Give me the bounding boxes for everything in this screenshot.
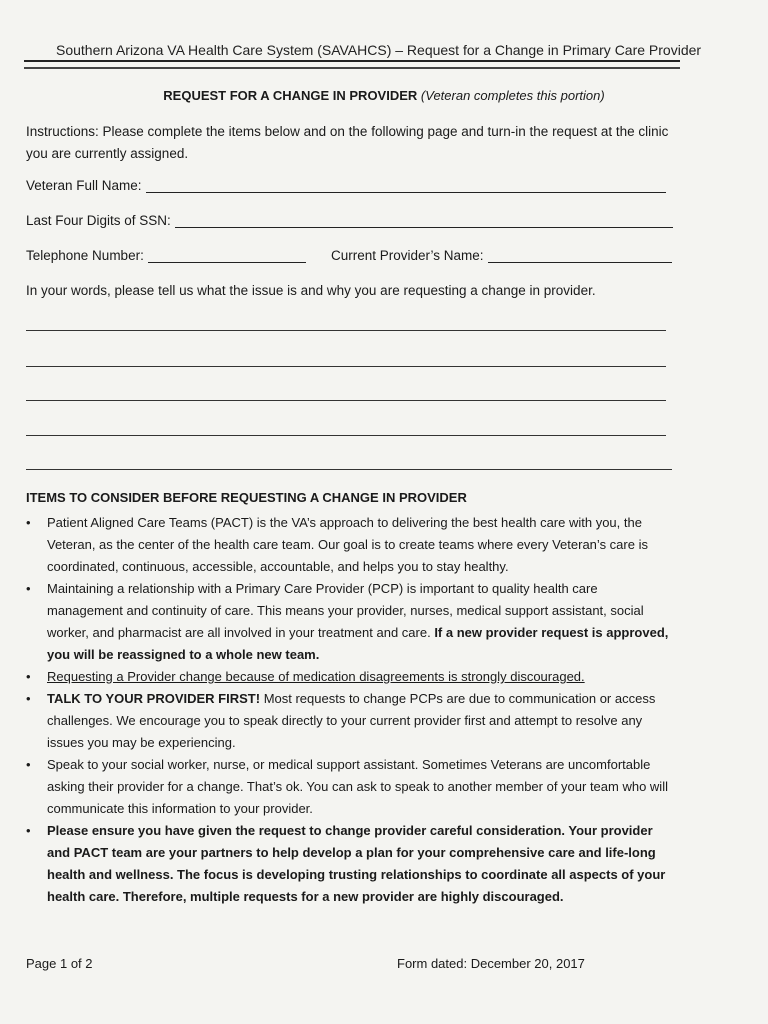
items-section-title: ITEMS TO CONSIDER BEFORE REQUESTING A CHANGE IN PROVIDER xyxy=(26,490,467,505)
list-item xyxy=(26,666,676,688)
list-item xyxy=(26,578,676,666)
ssn-field[interactable] xyxy=(175,213,673,228)
bullet-text: Most requests to change PCPs are due to communication or access challenges. We encourage you to speak directly to your current provider first and attempt to resolve any issues you may be experiencing. xyxy=(47,691,656,750)
page-number: Page 1 of 2 xyxy=(26,956,93,971)
ssn-row xyxy=(26,213,673,228)
issue-line-4[interactable] xyxy=(26,435,666,436)
document-header: Southern Arizona VA Health Care System (SAVAHCS) – Request for a Change in Primary Care Provider xyxy=(56,42,702,58)
form-title-sub: (Veteran completes this portion) xyxy=(420,88,605,103)
form-title xyxy=(0,88,768,103)
header-rule xyxy=(24,60,680,69)
items-list xyxy=(26,512,676,908)
bullet-marker: • xyxy=(26,823,31,838)
list-item xyxy=(26,754,676,820)
bullet-text-underlined: Requesting a Provider change because of medication disagreements is strongly discouraged. xyxy=(47,669,585,684)
bullet-text-bold: Please ensure you have given the request to change provider careful consideration. Your provider and PACT team are your partners to help develop a plan for your comprehensive care and life-long health and wellness. The focus is developing trusting relationships to coordinate all aspects of your health care. Therefore, multiple requests for a new provider are highly discouraged. xyxy=(47,823,666,904)
form-title-main: REQUEST FOR A CHANGE IN PROVIDER xyxy=(163,88,418,103)
form-date: Form dated: December 20, 2017 xyxy=(397,956,585,971)
issue-line-3[interactable] xyxy=(26,400,666,401)
bullet-marker: • xyxy=(26,691,31,706)
veteran-name-label: Veteran Full Name: xyxy=(26,178,142,193)
current-provider-field[interactable] xyxy=(488,248,672,263)
current-provider-row xyxy=(331,248,672,263)
telephone-field[interactable] xyxy=(148,248,306,263)
current-provider-label: Current Provider’s Name: xyxy=(331,248,484,263)
instructions: Instructions: Please complete the items below and on the following page and turn-in the request at the clinic you are currently assigned. xyxy=(26,124,669,161)
issue-line-2[interactable] xyxy=(26,366,666,367)
bullet-text: Speak to your social worker, nurse, or medical support assistant. Sometimes Veterans are uncomfortable asking their provider for a change. That’s ok. You can ask to speak to another member of your team who will communicate this information to your provider. xyxy=(47,757,668,816)
bullet-text: Patient Aligned Care Teams (PACT) is the VA’s approach to delivering the best health care with you, the Veteran, as the center of the health care team. Our goal is to create teams where every Veteran’s care is coordinated, continuous, accessible, accountable, and helps you to stay healthy. xyxy=(47,515,648,574)
bullet-marker: • xyxy=(26,669,31,684)
bullet-marker: • xyxy=(26,757,31,772)
ssn-label: Last Four Digits of SSN: xyxy=(26,213,171,228)
issue-line-5[interactable] xyxy=(26,469,672,470)
veteran-name-field[interactable] xyxy=(146,178,666,193)
bullet-text-bold: If a new provider request is approved, you will be reassigned to a whole new team. xyxy=(47,625,669,662)
bullet-text-bold: TALK TO YOUR PROVIDER FIRST! xyxy=(47,691,261,706)
list-item xyxy=(26,688,676,754)
bullet-marker: • xyxy=(26,581,31,596)
bullet-text: Maintaining a relationship with a Primary Care Provider (PCP) is important to quality health care management and continuity of care. This means your provider, nurses, medical support assistant, social worker, and pharmacist are all involved in your treatment and care. xyxy=(47,581,644,640)
telephone-row xyxy=(26,248,306,263)
list-item xyxy=(26,512,676,578)
issue-line-1[interactable] xyxy=(26,330,666,331)
telephone-label: Telephone Number: xyxy=(26,248,144,263)
bullet-marker: • xyxy=(26,515,31,530)
veteran-name-row xyxy=(26,178,666,193)
issue-prompt: In your words, please tell us what the issue is and why you are requesting a change in provider. xyxy=(26,283,596,298)
list-item xyxy=(26,820,676,908)
